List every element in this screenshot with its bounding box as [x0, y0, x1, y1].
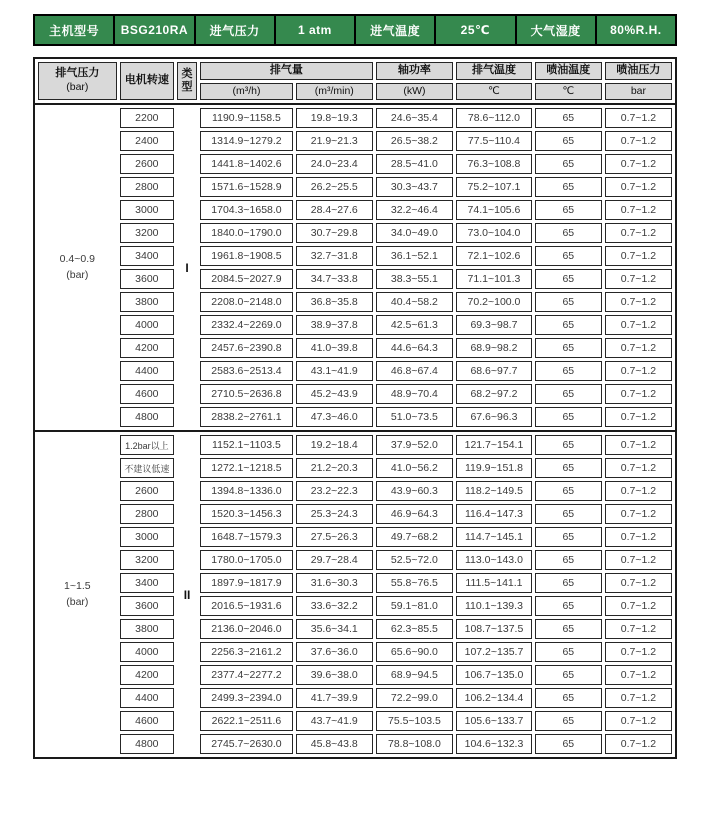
shaft-power-cell: 59.1~81.0: [376, 596, 453, 616]
discharge-temp-cell: 121.7~154.1: [456, 435, 532, 455]
flow-min-cell: 34.7~33.8: [296, 269, 373, 289]
flow-min-cell: 33.6~32.2: [296, 596, 373, 616]
col-header-oil-temp: 喷油温度: [535, 62, 602, 80]
discharge-temp-cell: 106.7~135.0: [456, 665, 532, 685]
oil-temp-cell: 65: [535, 458, 602, 478]
table-row: [38, 458, 672, 478]
oil-pressure-cell: 0.7~1.2: [605, 338, 672, 358]
table-row: [38, 108, 672, 128]
motor-speed-cell: 4400: [120, 361, 174, 381]
motor-speed-cell: 3400: [120, 573, 174, 593]
table-row: [38, 200, 672, 220]
discharge-pressure-text: 排气压力: [55, 67, 100, 80]
shaft-power-cell: 49.7~68.2: [376, 527, 453, 547]
body-table-1: [35, 432, 675, 757]
flow-min-cell: 32.7~31.8: [296, 246, 373, 266]
table-row: [38, 665, 672, 685]
shaft-power-cell: 24.6~35.4: [376, 108, 453, 128]
motor-speed-cell: 3800: [120, 292, 174, 312]
discharge-temp-cell: 108.7~137.5: [456, 619, 532, 639]
oil-temp-cell: 65: [535, 504, 602, 524]
table-row: [38, 338, 672, 358]
discharge-temp-cell: 107.2~135.7: [456, 642, 532, 662]
pressure-section-label: [38, 435, 117, 754]
type-section-label: I: [185, 260, 189, 275]
table-row: [38, 223, 672, 243]
motor-speed-cell: 2800: [120, 504, 174, 524]
oil-pressure-cell: 0.7~1.2: [605, 619, 672, 639]
shaft-power-cell: 75.5~103.5: [376, 711, 453, 731]
discharge-temp-cell: 105.6~133.7: [456, 711, 532, 731]
table-row: [38, 642, 672, 662]
oil-temp-cell: 65: [535, 384, 602, 404]
col-header-discharge-temp: 排气温度: [456, 62, 532, 80]
flow-h-cell: 1840.0~1790.0: [200, 223, 293, 243]
shaft-power-cell: 52.5~72.0: [376, 550, 453, 570]
oil-temp-cell: 65: [535, 154, 602, 174]
motor-speed-cell: 4400: [120, 688, 174, 708]
oil-pressure-cell: 0.7~1.2: [605, 527, 672, 547]
motor-speed-cell: 2200: [120, 108, 174, 128]
oil-pressure-cell: 0.7~1.2: [605, 481, 672, 501]
flow-h-cell: 1394.8~1336.0: [200, 481, 293, 501]
main-model-value: BSG210RA: [114, 15, 194, 45]
oil-temp-cell: 65: [535, 642, 602, 662]
table-row: [38, 481, 672, 501]
flow-min-cell: 31.6~30.3: [296, 573, 373, 593]
shaft-power-cell: 26.5~38.2: [376, 131, 453, 151]
discharge-temp-cell: 119.9~151.8: [456, 458, 532, 478]
table-row: [38, 550, 672, 570]
flow-h-cell: 1961.8~1908.5: [200, 246, 293, 266]
oil-temp-cell: 65: [535, 527, 602, 547]
shaft-power-cell: 62.3~85.5: [376, 619, 453, 639]
table-row: [38, 154, 672, 174]
oil-pressure-cell: 0.7~1.2: [605, 361, 672, 381]
oil-pressure-cell: 0.7~1.2: [605, 688, 672, 708]
pressure-range-text: 1~1.5: [64, 579, 91, 592]
unit-flow-h: (m³/h): [200, 83, 293, 100]
table-row: [38, 527, 672, 547]
type-char-1: 类: [181, 68, 193, 81]
inlet-pressure-label: 进气压力: [195, 15, 275, 45]
header-row-1: [38, 62, 672, 80]
motor-speed-cell: 4000: [120, 642, 174, 662]
flow-h-cell: 1520.3~1456.3: [200, 504, 293, 524]
discharge-temp-cell: 69.3~98.7: [456, 315, 532, 335]
oil-pressure-cell: 0.7~1.2: [605, 223, 672, 243]
flow-min-cell: 45.2~43.9: [296, 384, 373, 404]
oil-temp-cell: 65: [535, 200, 602, 220]
shaft-power-cell: 43.9~60.3: [376, 481, 453, 501]
table-row: [38, 131, 672, 151]
shaft-power-cell: 36.1~52.1: [376, 246, 453, 266]
discharge-temp-cell: 74.1~105.6: [456, 200, 532, 220]
flow-min-cell: 37.6~36.0: [296, 642, 373, 662]
pressure-unit-text: (bar): [66, 268, 89, 281]
motor-speed-cell: 4200: [120, 665, 174, 685]
oil-temp-cell: 65: [535, 361, 602, 381]
oil-temp-cell: 65: [535, 269, 602, 289]
table-row: [38, 688, 672, 708]
oil-pressure-cell: 0.7~1.2: [605, 504, 672, 524]
discharge-temp-cell: 72.1~102.6: [456, 246, 532, 266]
flow-min-cell: 28.4~27.6: [296, 200, 373, 220]
table-row: [38, 315, 672, 335]
discharge-temp-cell: 113.0~143.0: [456, 550, 532, 570]
oil-pressure-cell: 0.7~1.2: [605, 711, 672, 731]
motor-speed-cell: 3000: [120, 527, 174, 547]
table-row: [38, 619, 672, 639]
oil-pressure-cell: 0.7~1.2: [605, 665, 672, 685]
col-header-oil-pressure: 喷油压力: [605, 62, 672, 80]
oil-pressure-cell: 0.7~1.2: [605, 384, 672, 404]
unit-oil-pressure: bar: [605, 83, 672, 100]
flow-min-cell: 27.5~26.3: [296, 527, 373, 547]
discharge-temp-cell: 78.6~112.0: [456, 108, 532, 128]
flow-h-cell: 2499.3~2394.0: [200, 688, 293, 708]
oil-temp-cell: 65: [535, 573, 602, 593]
oil-temp-cell: 65: [535, 734, 602, 754]
motor-speed-cell: 3600: [120, 269, 174, 289]
shaft-power-cell: 72.2~99.0: [376, 688, 453, 708]
flow-h-cell: 2583.6~2513.4: [200, 361, 293, 381]
oil-pressure-cell: 0.7~1.2: [605, 269, 672, 289]
motor-speed-cell: 4800: [120, 734, 174, 754]
motor-speed-cell: 4200: [120, 338, 174, 358]
main-model-label: 主机型号: [34, 15, 114, 45]
flow-h-cell: 1272.1~1218.5: [200, 458, 293, 478]
oil-temp-cell: 65: [535, 246, 602, 266]
oil-temp-cell: 65: [535, 131, 602, 151]
performance-table-frame: [33, 57, 677, 759]
flow-min-cell: 39.6~38.0: [296, 665, 373, 685]
shaft-power-cell: 38.3~55.1: [376, 269, 453, 289]
unit-discharge-temp: ℃: [456, 83, 532, 100]
discharge-temp-cell: 104.6~132.3: [456, 734, 532, 754]
flow-h-cell: 1897.9~1817.9: [200, 573, 293, 593]
table-row: [38, 361, 672, 381]
table-row: [38, 269, 672, 289]
table-row: [38, 292, 672, 312]
flow-h-cell: 2457.6~2390.8: [200, 338, 293, 358]
shaft-power-cell: 68.9~94.5: [376, 665, 453, 685]
oil-temp-cell: 65: [535, 619, 602, 639]
flow-min-cell: 19.8~19.3: [296, 108, 373, 128]
oil-temp-cell: 65: [535, 338, 602, 358]
oil-temp-cell: 65: [535, 292, 602, 312]
flow-min-cell: 47.3~46.0: [296, 407, 373, 427]
oil-pressure-cell: 0.7~1.2: [605, 246, 672, 266]
discharge-temp-cell: 73.0~104.0: [456, 223, 532, 243]
oil-pressure-cell: 0.7~1.2: [605, 458, 672, 478]
discharge-temp-cell: 70.2~100.0: [456, 292, 532, 312]
flow-h-cell: 1571.6~1528.9: [200, 177, 293, 197]
body-table-0: [35, 105, 675, 430]
table-row: [38, 596, 672, 616]
discharge-pressure-unit: (bar): [66, 81, 89, 94]
discharge-temp-cell: 67.6~96.3: [456, 407, 532, 427]
flow-h-cell: 2745.7~2630.0: [200, 734, 293, 754]
flow-min-cell: 21.2~20.3: [296, 458, 373, 478]
unit-shaft-power: (kW): [376, 83, 453, 100]
flow-h-cell: 1780.0~1705.0: [200, 550, 293, 570]
motor-speed-cell: 4600: [120, 384, 174, 404]
shaft-power-cell: 78.8~108.0: [376, 734, 453, 754]
inlet-temp-value: 25℃: [435, 15, 515, 45]
discharge-temp-cell: 118.2~149.5: [456, 481, 532, 501]
operating-conditions-table: [33, 14, 677, 46]
flow-h-cell: 2838.2~2761.1: [200, 407, 293, 427]
oil-pressure-cell: 0.7~1.2: [605, 131, 672, 151]
flow-h-cell: 2710.5~2636.8: [200, 384, 293, 404]
motor-speed-cell: 4600: [120, 711, 174, 731]
flow-h-cell: 1190.9~1158.5: [200, 108, 293, 128]
flow-min-cell: 35.6~34.1: [296, 619, 373, 639]
motor-speed-cell: 2400: [120, 131, 174, 151]
pressure-unit-text: (bar): [66, 595, 89, 608]
inlet-temp-label: 进气温度: [355, 15, 435, 45]
flow-min-cell: 43.7~41.9: [296, 711, 373, 731]
humidity-value: 80%R.H.: [596, 15, 676, 45]
inlet-pressure-value: 1 atm: [275, 15, 355, 45]
flow-min-cell: 26.2~25.5: [296, 177, 373, 197]
motor-speed-cell: 4800: [120, 407, 174, 427]
motor-speed-cell: 2600: [120, 481, 174, 501]
flow-min-cell: 29.7~28.4: [296, 550, 373, 570]
flow-min-cell: 24.0~23.4: [296, 154, 373, 174]
flow-h-cell: 1704.3~1658.0: [200, 200, 293, 220]
motor-speed-cell: 3600: [120, 596, 174, 616]
table-row: [38, 504, 672, 524]
table-row: [38, 734, 672, 754]
flow-min-cell: 30.7~29.8: [296, 223, 373, 243]
oil-pressure-cell: 0.7~1.2: [605, 315, 672, 335]
oil-pressure-cell: 0.7~1.2: [605, 596, 672, 616]
motor-speed-cell: 4000: [120, 315, 174, 335]
oil-temp-cell: 65: [535, 665, 602, 685]
flow-min-cell: 38.9~37.8: [296, 315, 373, 335]
oil-pressure-cell: 0.7~1.2: [605, 734, 672, 754]
flow-h-cell: 1152.1~1103.5: [200, 435, 293, 455]
flow-h-cell: 2136.0~2046.0: [200, 619, 293, 639]
table-row: [38, 711, 672, 731]
flow-h-cell: 2208.0~2148.0: [200, 292, 293, 312]
discharge-temp-cell: 116.4~147.3: [456, 504, 532, 524]
table-row: [38, 407, 672, 427]
table-row: [38, 435, 672, 455]
col-header-discharge-flow: 排气量: [200, 62, 373, 80]
shaft-power-cell: 30.3~43.7: [376, 177, 453, 197]
flow-min-cell: 23.2~22.3: [296, 481, 373, 501]
col-header-motor-speed: 电机转速: [120, 62, 174, 100]
flow-min-cell: 45.8~43.8: [296, 734, 373, 754]
table-row: [38, 384, 672, 404]
flow-h-cell: 2622.1~2511.6: [200, 711, 293, 731]
discharge-temp-cell: 68.2~97.2: [456, 384, 532, 404]
flow-h-cell: 2016.5~1931.6: [200, 596, 293, 616]
shaft-power-cell: 41.0~56.2: [376, 458, 453, 478]
oil-temp-cell: 65: [535, 596, 602, 616]
flow-h-cell: 2084.5~2027.9: [200, 269, 293, 289]
shaft-power-cell: 48.9~70.4: [376, 384, 453, 404]
motor-speed-cell: 3200: [120, 550, 174, 570]
oil-temp-cell: 65: [535, 435, 602, 455]
oil-pressure-cell: 0.7~1.2: [605, 108, 672, 128]
flow-h-cell: 1314.9~1279.2: [200, 131, 293, 151]
humidity-label: 大气湿度: [516, 15, 596, 45]
discharge-temp-cell: 71.1~101.3: [456, 269, 532, 289]
shaft-power-cell: 65.6~90.0: [376, 642, 453, 662]
oil-pressure-cell: 0.7~1.2: [605, 642, 672, 662]
shaft-power-cell: 46.8~67.4: [376, 361, 453, 381]
shaft-power-cell: 32.2~46.4: [376, 200, 453, 220]
flow-min-cell: 41.7~39.9: [296, 688, 373, 708]
motor-speed-cell: 3400: [120, 246, 174, 266]
shaft-power-cell: 55.8~76.5: [376, 573, 453, 593]
oil-pressure-cell: 0.7~1.2: [605, 407, 672, 427]
oil-temp-cell: 65: [535, 315, 602, 335]
flow-h-cell: 1441.8~1402.6: [200, 154, 293, 174]
shaft-power-cell: 40.4~58.2: [376, 292, 453, 312]
pressure-section-label: [38, 108, 117, 427]
shaft-power-cell: 51.0~73.5: [376, 407, 453, 427]
discharge-temp-cell: 76.3~108.8: [456, 154, 532, 174]
motor-speed-cell: 3800: [120, 619, 174, 639]
col-header-discharge-pressure: [38, 62, 117, 100]
discharge-temp-cell: 68.9~98.2: [456, 338, 532, 358]
shaft-power-cell: 34.0~49.0: [376, 223, 453, 243]
type-section-label: II: [183, 587, 191, 602]
oil-temp-cell: 65: [535, 407, 602, 427]
discharge-temp-cell: 77.5~110.4: [456, 131, 532, 151]
flow-min-cell: 41.0~39.8: [296, 338, 373, 358]
discharge-temp-cell: 75.2~107.1: [456, 177, 532, 197]
discharge-temp-cell: 114.7~145.1: [456, 527, 532, 547]
shaft-power-cell: 37.9~52.0: [376, 435, 453, 455]
motor-speed-cell: 2600: [120, 154, 174, 174]
table-row: [38, 246, 672, 266]
col-header-type: [177, 62, 197, 100]
table-row: [38, 573, 672, 593]
motor-speed-cell: 不建议低速: [120, 458, 174, 478]
oil-pressure-cell: 0.7~1.2: [605, 550, 672, 570]
unit-oil-temp: ℃: [535, 83, 602, 100]
oil-temp-cell: 65: [535, 711, 602, 731]
shaft-power-cell: 44.6~64.3: [376, 338, 453, 358]
shaft-power-cell: 28.5~41.0: [376, 154, 453, 174]
shaft-power-cell: 42.5~61.3: [376, 315, 453, 335]
shaft-power-cell: 46.9~64.3: [376, 504, 453, 524]
flow-h-cell: 2377.4~2277.2: [200, 665, 293, 685]
motor-speed-cell: 2800: [120, 177, 174, 197]
flow-h-cell: 1648.7~1579.3: [200, 527, 293, 547]
oil-pressure-cell: 0.7~1.2: [605, 154, 672, 174]
flow-h-cell: 2332.4~2269.0: [200, 315, 293, 335]
oil-pressure-cell: 0.7~1.2: [605, 292, 672, 312]
conditions-row: [34, 15, 676, 45]
discharge-temp-cell: 110.1~139.3: [456, 596, 532, 616]
type-char-2: 型: [181, 81, 193, 94]
discharge-temp-cell: 106.2~134.4: [456, 688, 532, 708]
flow-min-cell: 19.2~18.4: [296, 435, 373, 455]
oil-pressure-cell: 0.7~1.2: [605, 177, 672, 197]
oil-pressure-cell: 0.7~1.2: [605, 200, 672, 220]
flow-min-cell: 25.3~24.3: [296, 504, 373, 524]
oil-temp-cell: 65: [535, 688, 602, 708]
col-header-shaft-power: 轴功率: [376, 62, 453, 80]
flow-min-cell: 36.8~35.8: [296, 292, 373, 312]
motor-speed-cell: 3200: [120, 223, 174, 243]
flow-min-cell: 21.9~21.3: [296, 131, 373, 151]
oil-temp-cell: 65: [535, 550, 602, 570]
flow-h-cell: 2256.3~2161.2: [200, 642, 293, 662]
oil-pressure-cell: 0.7~1.2: [605, 435, 672, 455]
column-header-table: [35, 59, 675, 103]
flow-min-cell: 43.1~41.9: [296, 361, 373, 381]
discharge-temp-cell: 68.6~97.7: [456, 361, 532, 381]
oil-temp-cell: 65: [535, 481, 602, 501]
motor-speed-cell: 1.2bar以上: [120, 435, 174, 455]
pressure-range-text: 0.4~0.9: [59, 252, 95, 265]
motor-speed-cell: 3000: [120, 200, 174, 220]
table-row: [38, 177, 672, 197]
unit-flow-min: (m³/min): [296, 83, 373, 100]
oil-temp-cell: 65: [535, 108, 602, 128]
oil-temp-cell: 65: [535, 177, 602, 197]
oil-pressure-cell: 0.7~1.2: [605, 573, 672, 593]
oil-temp-cell: 65: [535, 223, 602, 243]
discharge-temp-cell: 111.5~141.1: [456, 573, 532, 593]
